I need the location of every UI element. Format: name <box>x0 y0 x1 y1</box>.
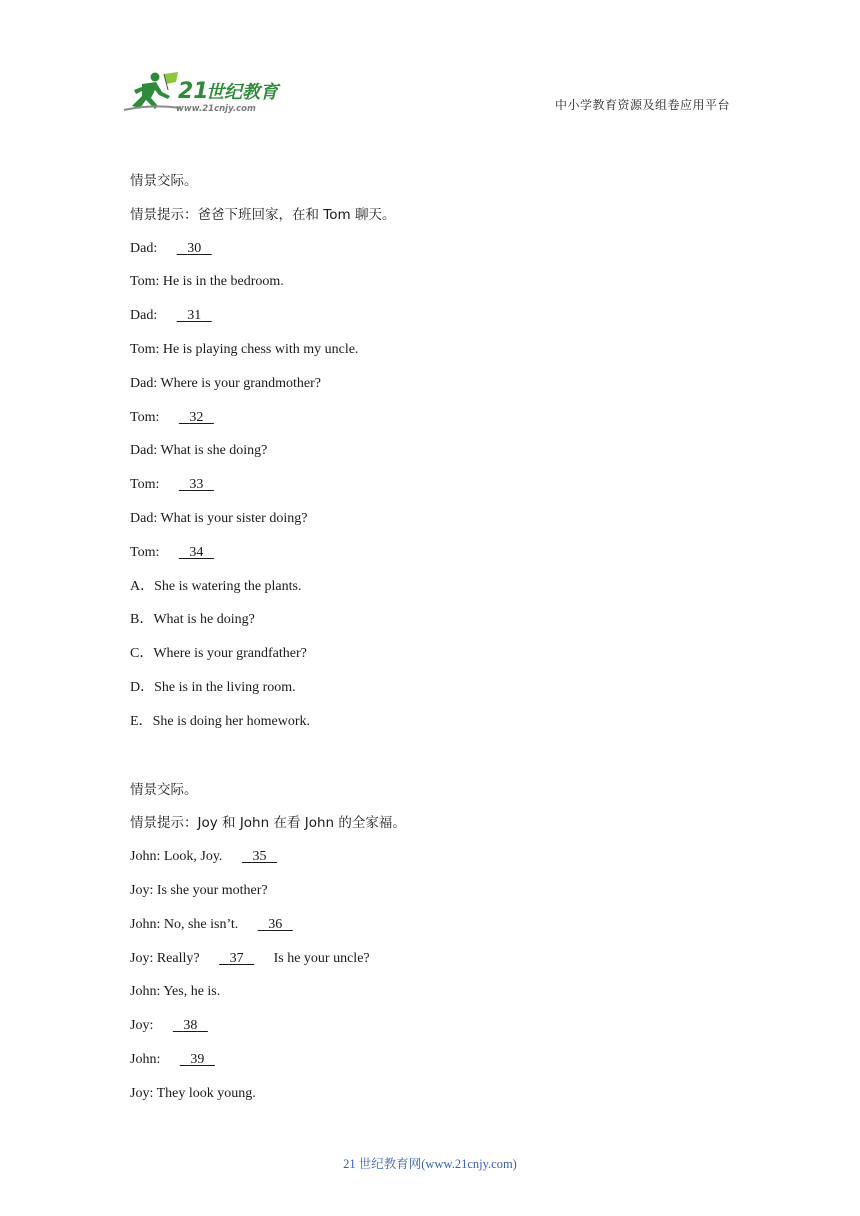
page-header <box>0 0 860 130</box>
logo-title: 世纪教育 <box>206 82 278 103</box>
page-footer[interactable] <box>0 1154 860 1172</box>
dialog-line: John: No, she isn’t. 36 <box>130 916 750 934</box>
answer-blank-34[interactable]: 34 <box>189 544 204 560</box>
answer-blank-35[interactable]: 35 <box>252 849 267 865</box>
answer-blank-30[interactable]: 30 <box>187 240 202 256</box>
dialog-line: Dad: What is she doing? <box>130 443 268 459</box>
option-c: C．Where is your grandfather? <box>130 646 307 662</box>
answer-blank-32[interactable]: 32 <box>189 409 204 425</box>
dialog-line: John: Yes, he is. <box>130 984 221 1000</box>
dialog-line: Dad: What is your sister doing? <box>130 510 308 526</box>
option-d: D．She is in the living room. <box>130 679 296 695</box>
dialog-line: Tom: 32 <box>130 409 750 427</box>
dialog-line: Tom: He is playing chess with my uncle. <box>130 341 359 357</box>
logo-number: 21 <box>178 79 209 104</box>
answer-blank-36[interactable]: 36 <box>268 916 283 932</box>
section-spacer <box>130 747 750 781</box>
option-a: A．She is watering the plants. <box>130 578 302 594</box>
dialog-line: Tom: He is in the bedroom. <box>130 274 284 290</box>
site-logo[interactable] <box>122 68 292 116</box>
dialog-line: John: Look, Joy. 35 <box>130 848 750 866</box>
dialog-line: Dad: 30 <box>130 240 750 258</box>
runner-logo-icon <box>122 68 292 116</box>
dialog-line: Joy: 38 <box>130 1017 750 1035</box>
dialog-line: Dad: Where is your grandmother? <box>130 375 322 391</box>
section-1-title: 情景交际。 <box>130 173 198 189</box>
section-1-hint: 情景提示：爸爸下班回家，在和 Tom 聊天。 <box>130 206 396 223</box>
dialog-line: Joy: Is she your mother? <box>130 882 268 898</box>
dialog-line: Joy: Really? 37 Is he your uncle? <box>130 950 370 966</box>
section-2-hint: 情景提示：Joy 和 John 在看 John 的全家福。 <box>130 815 406 832</box>
answer-blank-39[interactable]: 39 <box>190 1051 205 1067</box>
document-body <box>130 172 750 1119</box>
header-platform-text: 中小学教育资源及组卷应用平台 <box>554 98 730 112</box>
dialog-line: Dad: 31 <box>130 307 750 325</box>
answer-blank-33[interactable]: 33 <box>189 477 204 493</box>
dialog-line: Tom: 34 <box>130 544 750 562</box>
logo-url: www.21cnjy.com <box>176 104 256 114</box>
section-2-title: 情景交际。 <box>130 781 198 798</box>
option-e: E．She is doing her homework. <box>130 713 311 729</box>
answer-blank-38[interactable]: 38 <box>183 1018 198 1034</box>
answer-blank-37[interactable]: 37 <box>229 950 244 966</box>
answer-blank-31[interactable]: 31 <box>187 308 202 324</box>
footer-link[interactable]: 21 世纪教育网(www.21cnjy.com) <box>343 1157 517 1171</box>
option-b: B．What is he doing? <box>130 612 255 628</box>
dialog-line: Joy: They look young. <box>130 1085 256 1101</box>
dialog-line: John: 39 <box>130 1051 750 1069</box>
dialog-line: Tom: 33 <box>130 476 750 494</box>
